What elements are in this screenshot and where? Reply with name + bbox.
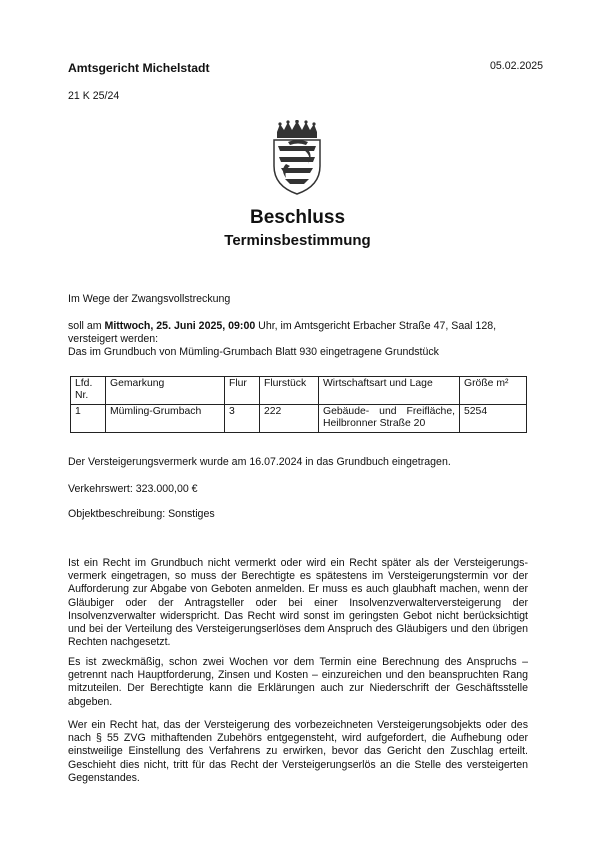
auction-location: Uhr, im Amtsgericht Erbacher Straße 47, Saal 128,: [255, 320, 497, 332]
header-flurstueck: Flurstück: [260, 377, 319, 405]
table-header-row: [71, 377, 527, 405]
cell-groesse: 5254: [460, 404, 527, 432]
header-groesse: Größe m²: [460, 377, 527, 405]
vermerk-line: Der Versteigerungsvermerk wurde am 16.07.2024 in das Grundbuch eingetragen.: [68, 456, 451, 468]
table-row: [71, 404, 527, 432]
court-name: Amtsgericht Michelstadt: [68, 61, 210, 75]
auction-paragraph: [68, 320, 528, 360]
auction-line-3: Das im Grundbuch von Mümling-Grumbach Blatt 930 eingetragene Grundstück: [68, 346, 439, 359]
paragraph-berechnung: Es ist zweckmäßig, schon zwei Wochen vor dem Termin eine Berechnung des Anspruchs – getrennt nach Hauptforderung, Zinsen und Kosten – einzureichen und den beanspruchten Rang mitzuteilen. Der Berechtigte kann die Erklärungen auch zur Niederschrift der Geschäftsstelle abgeben.: [68, 656, 528, 708]
document-title: Beschluss: [249, 207, 346, 228]
paragraph-anmeldung: Ist ein Recht im Grundbuch nicht vermerkt oder wird ein Recht später als der Versteigerungs-vermerk eingetragen, so muss der Berechtigte es spätestens im Versteigerungstermin vor der Aufforderung zur Abgabe von Geboten anmelden. Er muss es auch glaubhaft machen, wenn der Gläubiger oder der Antragsteller oder bei einer Insolvenzverwalterversteigerung der Insolvenzverwalter widerspricht. Das Recht wird sonst im geringsten Gebot nicht berücksichtigt und bei der Verteilung des Versteigerungserlöses dem Anspruch des Gläubigers und den übrigen Rechten nachgesetzt.: [68, 557, 528, 649]
header-lfd-nr: Lfd. Nr.: [71, 377, 106, 405]
paragraph-aufhebung: Wer ein Recht hat, das der Versteigerung des vorbezeichneten Versteigerungsobjekts oder des nach § 55 ZVG mithaftenden Zubehörs entgegensteht, wird aufgefordert, die Aufhebung oder einstweilige Einstellung des Verfahrens zu erwirken, bevor das Gericht den Zuschlag erteilt. Geschieht dies nicht, tritt für das Recht der Versteigerungserlös an die Stelle des versteigerten Gegenstandes.: [68, 719, 528, 784]
verkehrswert-line: Verkehrswert: 323.000,00 €: [68, 483, 198, 495]
document-date: 05.02.2025: [490, 60, 544, 72]
header-wirtschaftsart: Wirtschaftsart und Lage: [319, 377, 460, 405]
file-number: 21 K 25/24: [68, 90, 120, 102]
auction-prefix: soll am: [68, 320, 105, 332]
property-table: [70, 376, 527, 433]
document-subtitle: Terminsbestimmung: [224, 232, 371, 249]
auction-date: Mittwoch, 25. Juni 2025, 09:00: [104, 320, 256, 332]
intro-line: Im Wege der Zwangsvollstreckung: [68, 293, 231, 305]
auction-line-1: [68, 320, 528, 333]
cell-wirtschaftsart: Gebäude- und Freifläche, Heilbronner Straße 20: [319, 404, 460, 432]
header-flur: Flur: [225, 377, 260, 405]
header-gemarkung: Gemarkung: [106, 377, 225, 405]
objektbeschreibung-line: Objektbeschreibung: Sonstiges: [68, 508, 215, 520]
cell-gemarkung: Mümling-Grumbach: [106, 404, 225, 432]
cell-flur: 3: [225, 404, 260, 432]
hessen-coat-of-arms-icon: [268, 120, 326, 196]
cell-flurstueck: 222: [260, 404, 319, 432]
cell-lfd-nr: 1: [71, 404, 106, 432]
auction-line-2: versteigert werden:: [68, 333, 159, 346]
